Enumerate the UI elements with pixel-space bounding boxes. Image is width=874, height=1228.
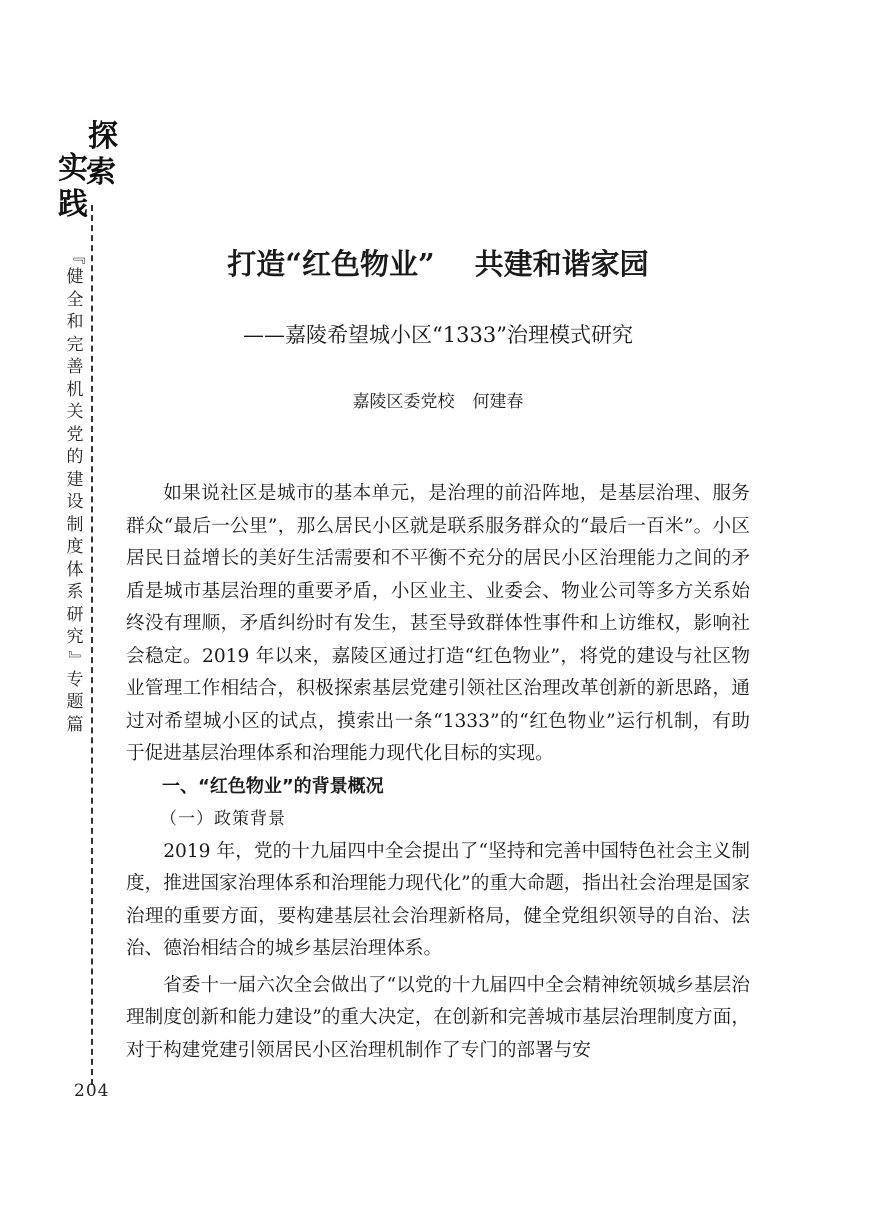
page-number: 204 [74,1081,110,1101]
series-title-char: 究 [66,627,84,647]
author-byline [126,389,750,415]
brand-char: 践 [58,187,88,222]
series-title-char: 体 [66,559,84,580]
series-title-char: 和 [66,312,84,332]
brand-char: 索 [86,155,116,190]
series-title-char: 建 [66,469,84,490]
series-title-vertical [62,246,88,736]
column-brand-logo [52,118,122,228]
series-title-char: 机 [66,379,84,400]
series-title-char: 研 [66,604,84,625]
series-title-char: 度 [66,537,84,557]
sidebar-divider [91,205,93,1085]
section-char: 专 [66,669,84,690]
series-title-char: 善 [66,357,84,377]
series-title-char: 党 [66,424,84,445]
series-title-char: 完 [66,334,84,355]
series-title-char: 系 [66,582,84,602]
brand-char: 实 [58,151,88,186]
article-title [126,244,750,284]
section-char: 篇 [66,714,84,735]
section-heading: 一、“红色物业”的背景概况 [162,775,384,797]
article-subtitle: ——嘉陵希望城小区“1333”治理模式研究 [243,323,633,347]
series-title-char: 设 [66,492,84,512]
intro-paragraph: 如果说社区是城市的基本单元，是治理的前沿阵地，是基层治理、服务群众“最后一公里”，那么居民小区就是联系服务群众的“最后一百米”。小区居民日益增长的美好生活需要和不平衡不充分的居民小区治理能力之间的矛盾是城市基层治理的重要矛盾，小区业主、业委会、物业公司等多方关系始终没有理顺，矛盾纠纷时有发生，甚至导致群体性事件和上访维权，影响社会稳定。2019 年以来，嘉陵区通过打造“红色物业”，将党的建设与社区物业管理工作相结合，积极探索基层党建引领社区治理改革创新的新思路，通过对希望城小区的试点，摸索出一条“1333”的“红色物业”运行机制，有助于促进基层治理体系和治理能力现代化目标的实现。 [126,483,750,764]
article-body [126,478,750,1067]
section-char: 题 [66,692,84,712]
body-paragraph: 2019 年，党的十九届四中全会提出了“坚持和完善中国特色社会主义制度，推进国家治理体系和治理能力现代化”的重大命题，指出社会治理是国家治理的重要方面，要构建基层社会治理新格局，健全党组织领导的自治、法治、德治相结合的城乡基层治理体系。 [126,840,750,959]
bracket-close: 』 [65,650,85,667]
title-part-1: 打造“红色物业” [227,247,435,281]
body-paragraph: 省委十一届六次全会做出了“以党的十九届四中全会精神统领城乡基层治理制度创新和能力建设”的重大决定，在创新和完善城市基层治理制度方面，对于构建党建引领居民小区治理机制作了专门的部署与安 [126,974,750,1061]
brand-char: 探 [88,119,118,154]
subsection-heading: （一）政策背景 [160,809,286,829]
title-part-2: 共建和谐家园 [474,247,649,281]
author-org: 嘉陵区委党校 [352,392,455,412]
series-title-char: 健 [66,267,84,287]
bracket-open: 『 [65,247,85,265]
series-title-char: 关 [66,402,84,422]
series-title-char: 制 [66,514,84,535]
author-name: 何建春 [472,392,524,412]
series-title-char: 的 [66,447,84,467]
series-title-char: 全 [66,289,84,310]
